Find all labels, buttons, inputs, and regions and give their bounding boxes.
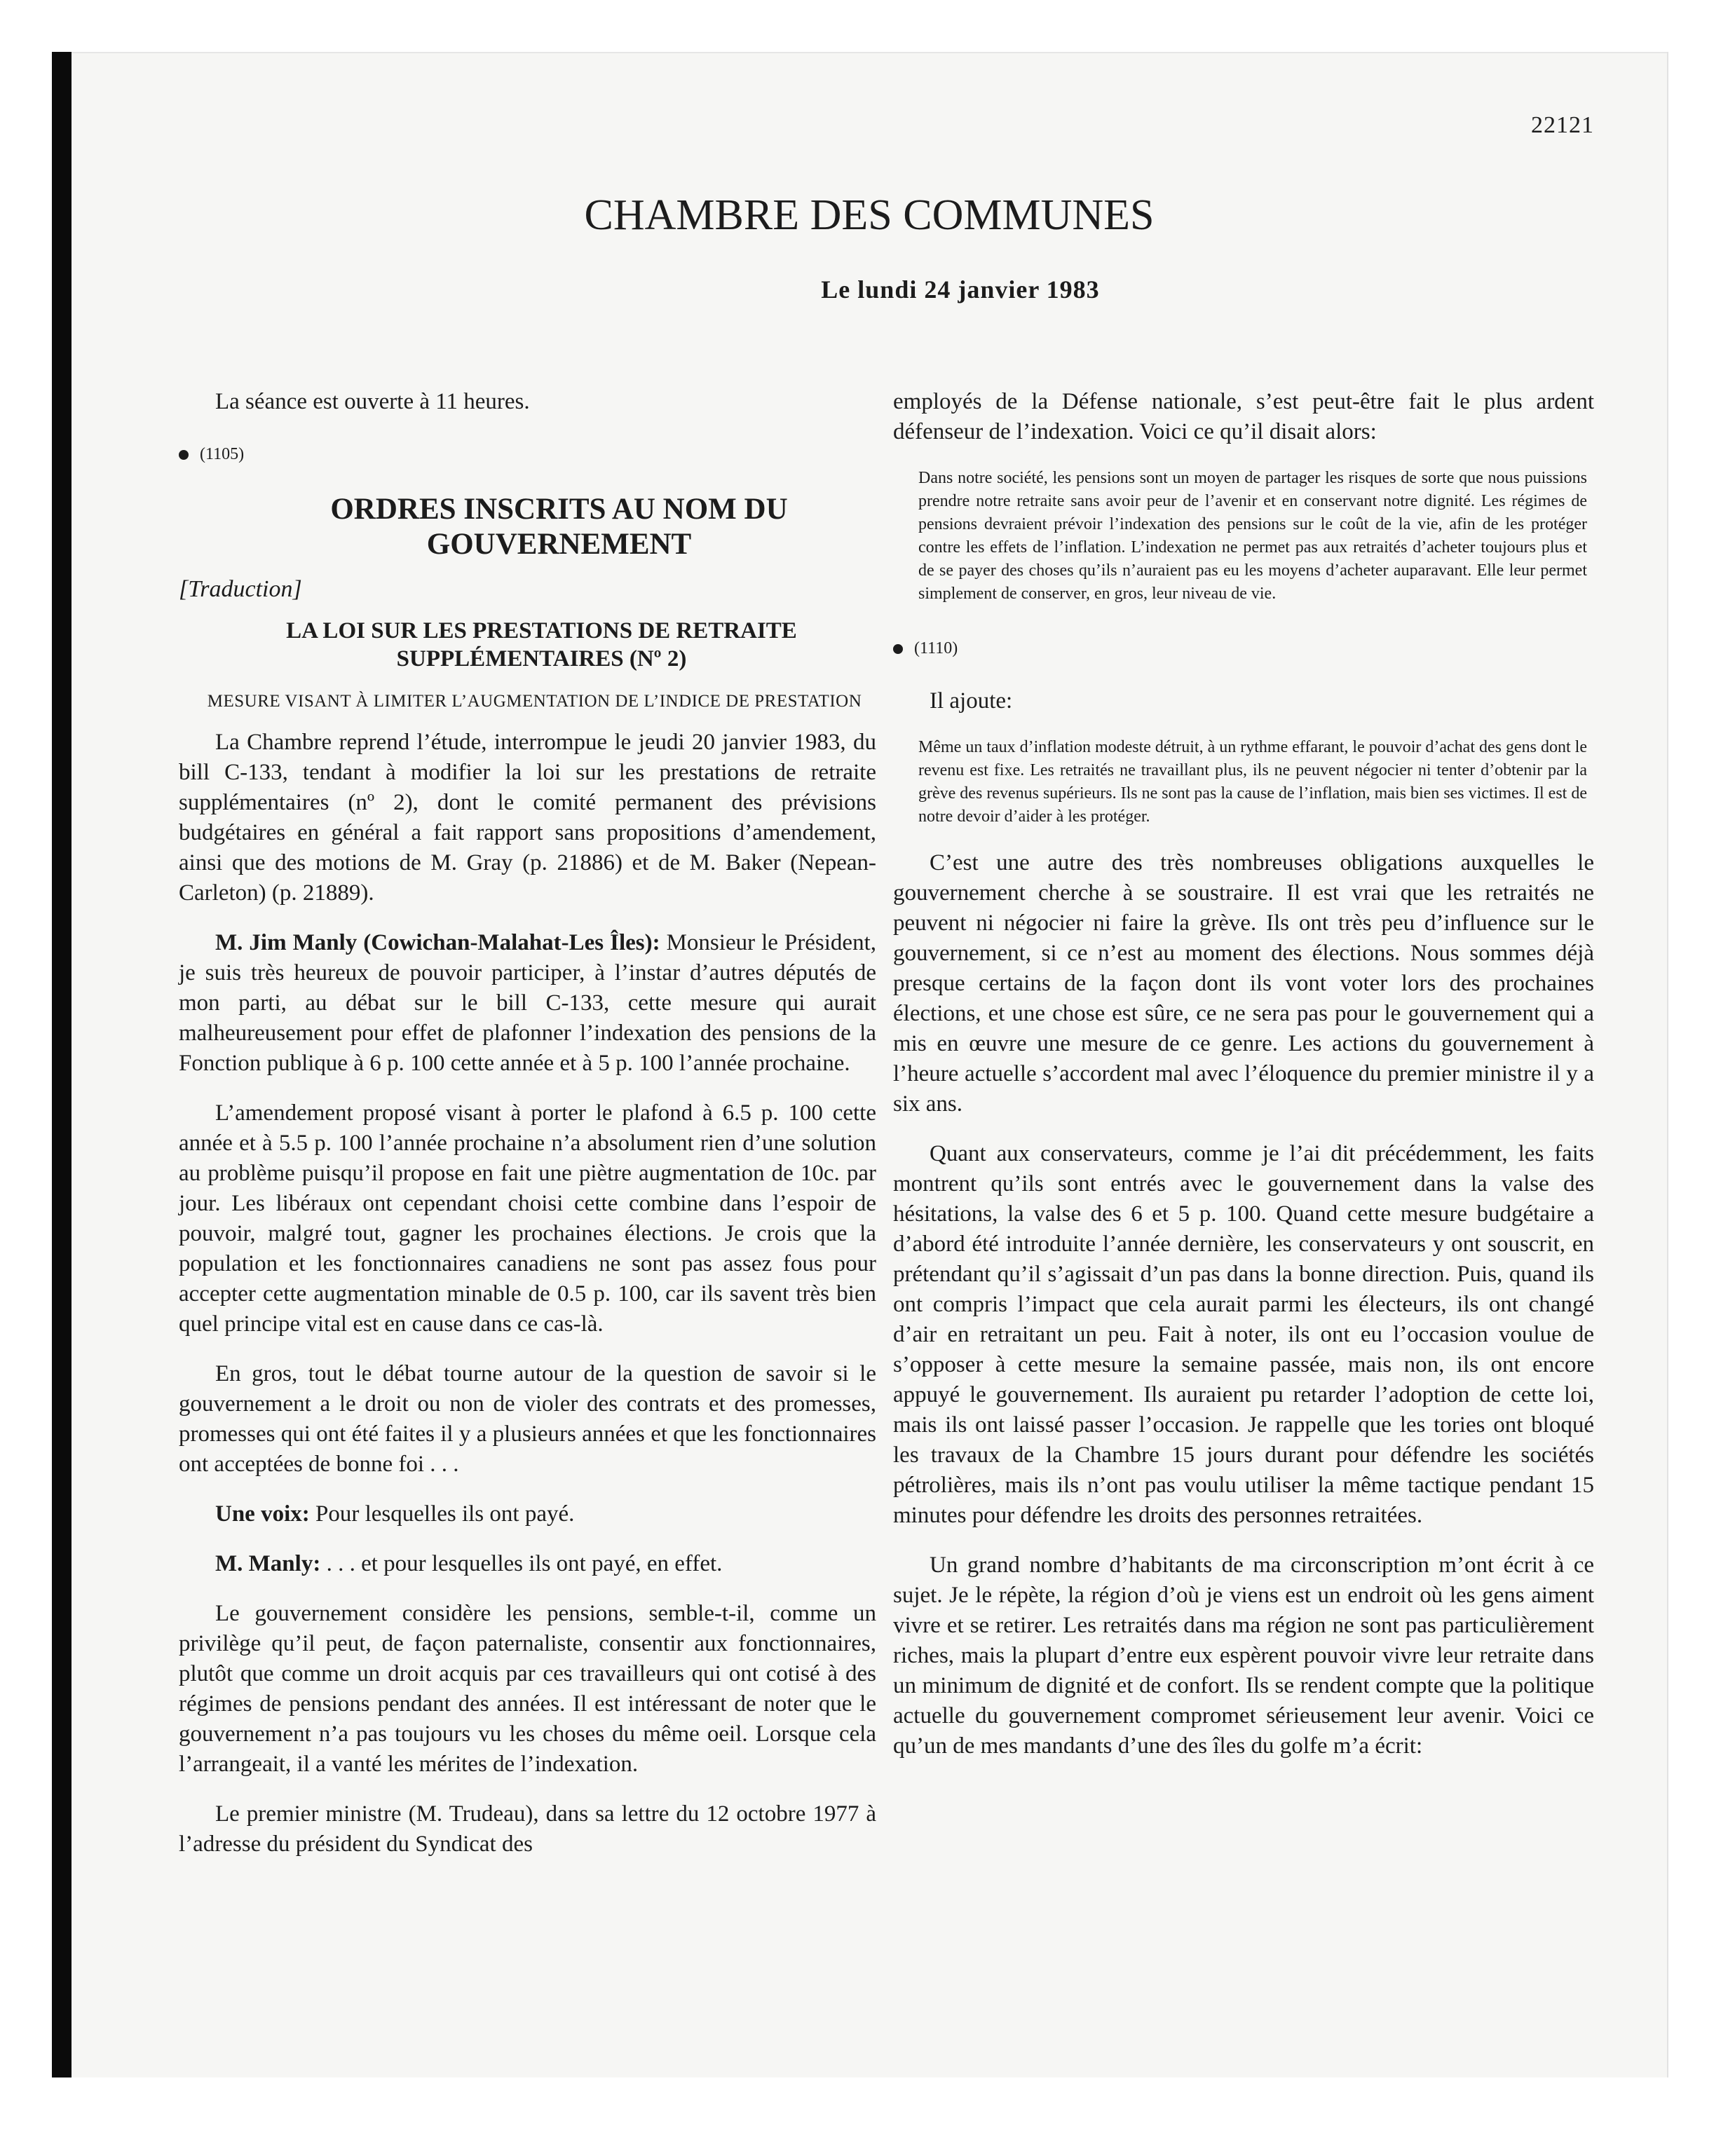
time-marker-1105: [179, 445, 876, 464]
sitting-date: Le lundi 24 janvier 1983: [821, 275, 1100, 303]
time-marker-1110: [893, 639, 1594, 658]
bill-title: LA LOI SUR LES PRESTATIONS DE RETRAITE SUPPLÉMENTAIRES (Nº 2): [286, 618, 797, 671]
sub-heading: MESURE VISANT À LIMITER L’AUGMENTATION DE L’INDICE DE PRESTATION: [207, 692, 862, 711]
speech-text: . . . et pour lesquelles ils ont payé, en effet.: [320, 1551, 723, 1576]
time-marker-label: (1105): [200, 445, 245, 463]
paragraph: C’est une autre des très nombreuses obligations auxquelles le gouvernement cherche à se soustraire. Il est vrai que les retraités ne peuvent ni négocier ni faire la grève. Ils ont très peu d’influence sur le gouvernement, si ce n’est au moment des élections. Nous sommes déjà presque certains de la façon dont ils vont voter lors des prochaines élections, et une chose est sûre, ce ne sera pas pour le gouvernement qui a mis en œuvre une mesure de ce genre. Les actions du gouvernement à l’heure actuelle s’accordent mal avec l’éloquence du premier ministre il y a six ans.: [893, 850, 1594, 1117]
speaker-name: M. Manly:: [215, 1551, 321, 1576]
bullet-icon: [179, 450, 189, 460]
paragraph: Le premier ministre (M. Trudeau), dans sa lettre du 12 octobre 1977 à l’adresse du président du Syndicat des: [179, 1801, 876, 1857]
page-number: 22121: [1531, 112, 1594, 138]
paragraph: employés de la Défense nationale, s’est peut-être fait le plus ardent défenseur de l’indexation. Voici ce qu’il disait alors:: [893, 389, 1594, 444]
speaker-name: M. Jim Manly (Cowichan-Malahat-Les Îles):: [215, 930, 660, 955]
right-column: [893, 387, 1594, 1761]
opening-line: La séance est ouverte à 11 heures.: [215, 389, 530, 414]
page-title: CHAMBRE DES COMMUNES: [584, 191, 1155, 239]
speech-text: Pour lesquelles ils ont payé.: [309, 1501, 575, 1527]
block-quote: Dans notre société, les pensions sont un moyen de partager les risques de sorte que nous puissions prendre notre retraite sans avoir peur de l’avenir et en conservant notre dignité. Les régimes de pensions devraient prévoir l’indexation des pensions sur le coût de la vie, afin de les protéger contre les effets de l’inflation. L’indexation ne permet pas aux retraités d’acheter toujours plus et de se payer des choses qu’ils n’auraient pas eu les moyens d’acheter auparavant. Elle leur permet simplement de conserver, en gros, leur niveau de vie.: [918, 469, 1587, 603]
scan-edge-right: [1667, 52, 1668, 2077]
paragraph: Le gouvernement considère les pensions, semble-t-il, comme un privilège qu’il peut, de façon paternaliste, consentir aux fonctionnaires, plutôt que comme un droit acquis par ces travailleurs qui ont cotisé à des régimes de pensions pendant des années. Il est intéressant de noter que le gouvernement n’a pas toujours vu les choses du même oeil. Lorsque cela l’arrangeait, il a vanté les mérites de l’indexation.: [179, 1601, 876, 1777]
paragraph: [179, 928, 876, 1079]
document-page: [72, 53, 1667, 2077]
time-marker-label: (1110): [914, 639, 958, 657]
paragraph: [179, 1499, 876, 1529]
paragraph: Un grand nombre d’habitants de ma circonscription m’ont écrit à ce sujet. Je le répète, la région d’où je viens est un endroit où les gens aiment vivre et se retirer. Les retraités dans ma région ne sont pas particulièrement riches, mais la plupart d’entre eux espèrent pouvoir vivre leur retraite dans un minimum de dignité et de confort. Ils se rendent compte que la politique actuelle du gouvernement compromet sérieusement leur avenir. Voici ce qu’un de mes mandants d’une des îles du golfe m’a écrit:: [893, 1553, 1594, 1759]
speech-text: Monsieur le Président, je suis très heureux de pouvoir participer, à l’instar d’autres députés de mon parti, au débat sur le bill C-133, cette mesure qui aurait malheureusement pour effet de plafonner l’indexation des pensions de la Fonction publique à 6 p. 100 cette année et à 5 p. 100 l’année prochaine.: [179, 930, 876, 1076]
bullet-icon: [893, 644, 903, 654]
paragraph: [179, 1549, 876, 1579]
translation-tag: [Traduction]: [179, 576, 302, 602]
left-column: [179, 387, 876, 1860]
paragraph: En gros, tout le débat tourne autour de la question de savoir si le gouvernement a le droit ou non de violer des contrats et des promesses, promesses qui ont été faites il y a plusieurs années et que les fonctionnaires ont acceptées de bonne foi . . .: [179, 1361, 876, 1477]
paragraph: L’amendement proposé visant à porter le plafond à 6.5 p. 100 cette année et à 5.5 p. 100 l’année prochaine n’a absolument rien d’une solution au problème puisqu’il propose en fait une piètre augmentation de 10c. par jour. Les libéraux ont cependant choisi cette combine dans l’espoir de pouvoir, malgré tout, gagner les prochaines élections. Je crois que la population et les fonctionnaires canadiens ne sont pas assez fous pour accepter cette augmentation minable de 0.5 p. 100, car ils savent très bien quel principe vital est en cause dans ce cas-là.: [179, 1100, 876, 1337]
speaker-name: Une voix:: [215, 1501, 310, 1527]
scan-edge-left: [52, 52, 72, 2077]
paragraph: Il ajoute:: [930, 688, 1013, 714]
section-title: ORDRES INSCRITS AU NOM DU GOUVERNEMENT: [330, 493, 788, 561]
paragraph: Quant aux conservateurs, comme je l’ai dit précédemment, les faits montrent qu’ils sont entrés avec le gouvernement dans la valse des hésitations, la valse des 6 et 5 p. 100. Quand cette mesure budgétaire a d’abord été introduite l’année dernière, les conservateurs y ont souscrit, en prétendant qu’il s’agissait d’un pas dans la bonne direction. Puis, quand ils ont compris l’impact que cela aurait parmi les électeurs, ils ont changé d’air en retraitant un peu. Fait à noter, ils ont eu l’occasion voulue de s’opposer à cette mesure la semaine passée, mais non, ils ont encore appuyé le gouvernement. Ils auraient pu retarder l’adoption de cette loi, mais ils ont laissé passer l’occasion. Je rappelle que les tories ont bloqué les travaux de la Chambre 15 jours durant pour défendre les sociétés pétrolières, mais ils n’ont pas voulu utiliser la même tactique pendant 15 minutes pour défendre les droits des personnes retraitées.: [893, 1141, 1594, 1528]
paragraph: La Chambre reprend l’étude, interrompue le jeudi 20 janvier 1983, du bill C-133, tendant à modifier la loi sur les prestations de retraite supplémentaires (nº 2), dont le comité permanent des prévisions budgétaires en général a fait rapport sans propositions d’amendement, ainsi que des motions de M. Gray (p. 21886) et de M. Baker (Nepean-Carleton) (p. 21889).: [179, 730, 876, 906]
block-quote: Même un taux d’inflation modeste détruit, à un rythme effarant, le pouvoir d’achat des gens dont le revenu est fixe. Les retraités ne travaillant plus, ils ne peuvent négocier ni tenter d’obtenir par la grève des revenus supérieurs. Ils ne sont pas la cause de l’inflation, mais bien ses victimes. Il est de notre devoir d’aider à les protéger.: [918, 738, 1587, 826]
